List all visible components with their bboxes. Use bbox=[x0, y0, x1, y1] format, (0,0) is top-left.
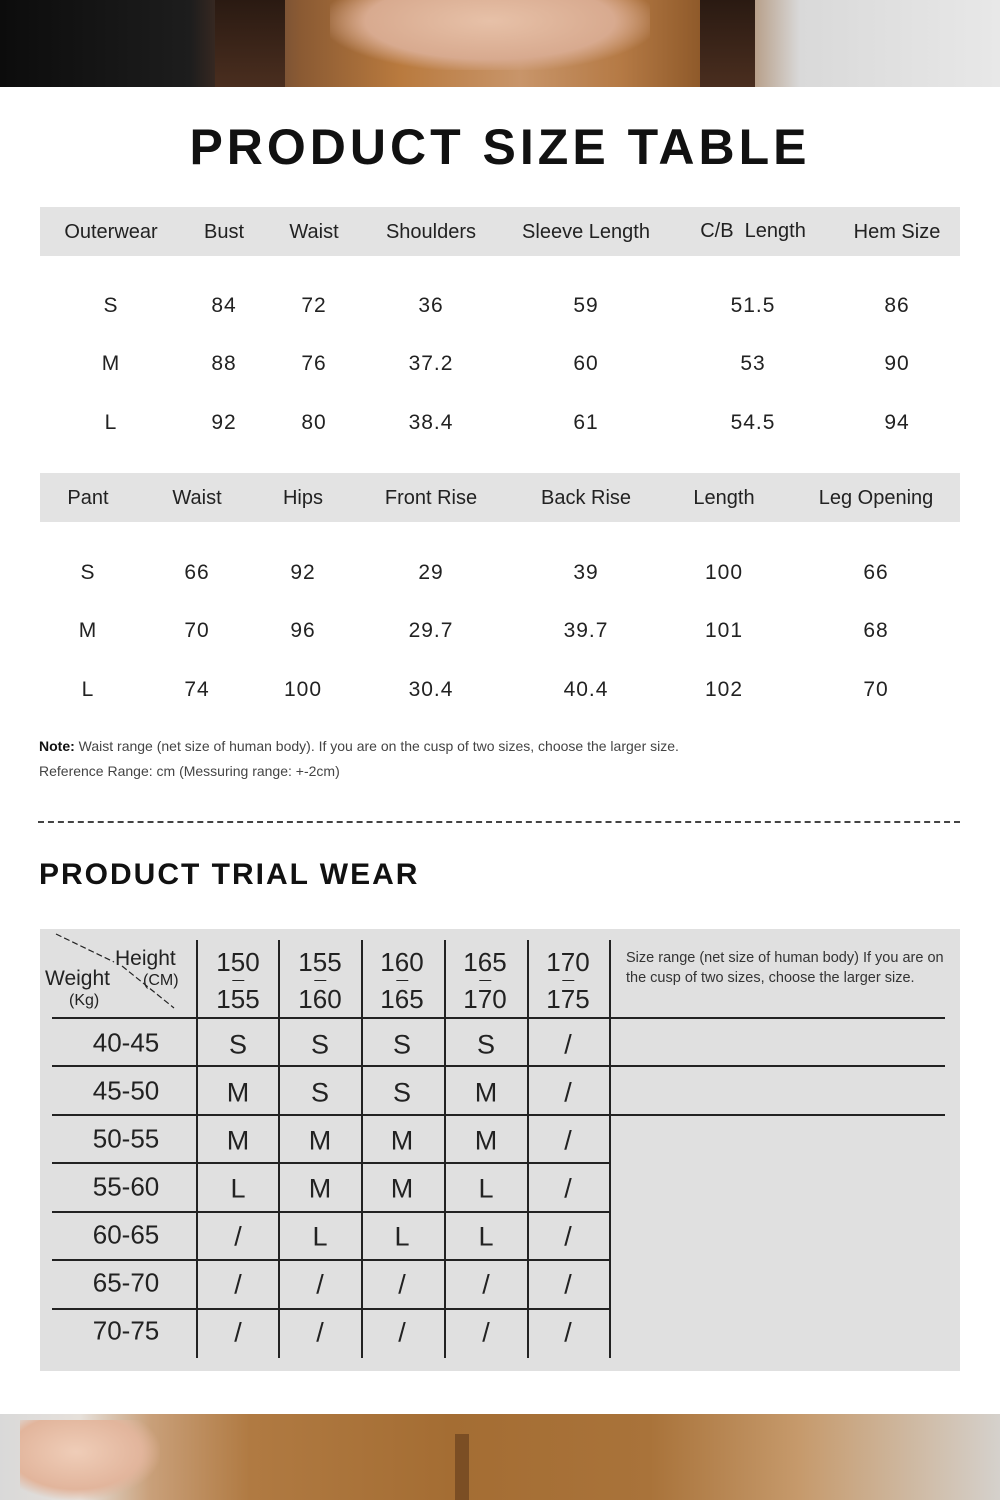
pant-cell: 66 bbox=[184, 561, 210, 584]
size-cell: S bbox=[228, 1029, 248, 1060]
outerwear-cell: 38.4 bbox=[408, 411, 454, 434]
pant-header-leg-opening: Leg Opening bbox=[818, 487, 934, 509]
size-cell: / bbox=[564, 1077, 572, 1108]
corner-cm-label: (CM) bbox=[143, 972, 179, 989]
note-line-2: Reference Range: cm (Messuring range: +-2cm) bbox=[39, 763, 340, 779]
size-cell: L bbox=[312, 1221, 328, 1252]
pant-header-label: Pant bbox=[67, 487, 109, 509]
size-cell: / bbox=[234, 1317, 242, 1348]
size-cell: S bbox=[392, 1077, 412, 1108]
model-chin bbox=[330, 0, 650, 70]
outerwear-cell: 54.5 bbox=[730, 411, 776, 434]
size-cell: M bbox=[390, 1125, 414, 1156]
model-hand bbox=[20, 1420, 160, 1500]
pant-cell: 68 bbox=[863, 619, 889, 642]
pant-cell: 70 bbox=[184, 619, 210, 642]
size-cell: / bbox=[564, 1029, 572, 1060]
pant-cell: 30.4 bbox=[408, 678, 454, 701]
size-cell: M bbox=[226, 1125, 250, 1156]
outerwear-cell: 76 bbox=[301, 352, 327, 375]
grid-hline bbox=[52, 1211, 610, 1213]
grid-vline bbox=[444, 940, 446, 1358]
weight-label: 40-45 bbox=[92, 1027, 160, 1058]
height-from: 150 bbox=[216, 947, 260, 977]
size-cell: M bbox=[474, 1077, 498, 1108]
height-range-165-170 bbox=[463, 944, 506, 1018]
height-to: 155 bbox=[216, 984, 260, 1014]
grid-vline bbox=[278, 940, 280, 1358]
outerwear-cell: 72 bbox=[301, 294, 327, 317]
size-cell: / bbox=[398, 1317, 406, 1348]
weight-label: 60-65 bbox=[92, 1219, 160, 1250]
outerwear-cell: 80 bbox=[301, 411, 327, 434]
size-cell: S bbox=[310, 1077, 330, 1108]
outerwear-cell: 90 bbox=[884, 352, 910, 375]
pant-cell: 102 bbox=[704, 678, 744, 701]
outerwear-cell: 61 bbox=[573, 411, 599, 434]
note-line-1 bbox=[39, 738, 679, 754]
size-cell: / bbox=[564, 1221, 572, 1252]
pant-header-hips: Hips bbox=[282, 487, 324, 509]
height-to: 175 bbox=[546, 984, 590, 1014]
size-cell: M bbox=[226, 1077, 250, 1108]
bottom-model-photo bbox=[0, 1414, 1000, 1500]
size-cell: M bbox=[390, 1173, 414, 1204]
size-cell: / bbox=[482, 1317, 490, 1348]
pant-cell: 101 bbox=[704, 619, 744, 642]
hair-right bbox=[700, 0, 755, 87]
height-range-170-175 bbox=[546, 944, 589, 1018]
pant-cell: 29 bbox=[418, 561, 444, 584]
outerwear-cell: 51.5 bbox=[730, 294, 776, 317]
size-cell: / bbox=[316, 1269, 324, 1300]
pant-cell: 70 bbox=[863, 678, 889, 701]
height-range-160-165 bbox=[380, 944, 423, 1018]
size-cell: S bbox=[392, 1029, 412, 1060]
pant-cell: 39.7 bbox=[563, 619, 609, 642]
pant-header-back-rise: Back Rise bbox=[540, 487, 632, 509]
outerwear-cell: 59 bbox=[573, 294, 599, 317]
height-to: 165 bbox=[380, 984, 424, 1014]
outerwear-header-bust: Bust bbox=[203, 221, 245, 243]
size-cell: / bbox=[234, 1269, 242, 1300]
outerwear-header-sleeve-length: Sleeve Length bbox=[522, 221, 650, 243]
size-cell: / bbox=[564, 1173, 572, 1204]
size-cell: M bbox=[308, 1125, 332, 1156]
grid-hline bbox=[52, 1114, 945, 1116]
pant-cell: 100 bbox=[704, 561, 744, 584]
height-to: 170 bbox=[463, 984, 507, 1014]
grid-vline bbox=[361, 940, 363, 1358]
size-cell: L bbox=[478, 1173, 494, 1204]
size-cell: L bbox=[394, 1221, 410, 1252]
weight-label: 65-70 bbox=[92, 1267, 160, 1298]
grid-hline bbox=[52, 1017, 945, 1019]
weight-label: 45-50 bbox=[92, 1075, 160, 1106]
outerwear-header-waist: Waist bbox=[289, 221, 339, 243]
outerwear-cell: 92 bbox=[211, 411, 237, 434]
grid-hline bbox=[52, 1308, 610, 1310]
outerwear-cell: 94 bbox=[884, 411, 910, 434]
outerwear-header-band bbox=[40, 207, 960, 256]
outerwear-header-cb-length: C/B Length bbox=[700, 220, 806, 242]
corner-weight-label: Weight bbox=[45, 967, 110, 990]
outerwear-cell: 53 bbox=[740, 352, 766, 375]
size-cell: M bbox=[474, 1125, 498, 1156]
weight-label: 70-75 bbox=[92, 1315, 160, 1346]
note-label: Note: bbox=[39, 738, 75, 754]
hair-left bbox=[215, 0, 285, 87]
pant-cell: 92 bbox=[290, 561, 316, 584]
grid-vline bbox=[527, 940, 529, 1358]
height-range-155-160 bbox=[298, 944, 341, 1018]
grid-vline bbox=[609, 940, 611, 1358]
height-from: 170 bbox=[546, 947, 590, 977]
jacket-zipper bbox=[455, 1434, 469, 1500]
section-divider bbox=[38, 821, 960, 823]
size-cell: L bbox=[230, 1173, 246, 1204]
outerwear-cell: 84 bbox=[211, 294, 237, 317]
pant-cell: 66 bbox=[863, 561, 889, 584]
outerwear-cell: 37.2 bbox=[408, 352, 454, 375]
grid-hline bbox=[52, 1259, 610, 1261]
outerwear-size-s: S bbox=[103, 294, 119, 317]
size-cell: / bbox=[564, 1317, 572, 1348]
outerwear-cell: 36 bbox=[418, 294, 444, 317]
size-cell: M bbox=[308, 1173, 332, 1204]
grid-hline bbox=[52, 1065, 945, 1067]
pant-cell: 40.4 bbox=[563, 678, 609, 701]
size-cell: / bbox=[564, 1269, 572, 1300]
pant-header-waist: Waist bbox=[172, 487, 222, 509]
height-from: 160 bbox=[380, 947, 424, 977]
outerwear-cell: 60 bbox=[573, 352, 599, 375]
height-range-150-155 bbox=[216, 944, 259, 1018]
size-cell: / bbox=[482, 1269, 490, 1300]
height-from: 165 bbox=[463, 947, 507, 977]
pant-header-length: Length bbox=[693, 487, 755, 509]
height-to: 160 bbox=[298, 984, 342, 1014]
size-cell: / bbox=[234, 1221, 242, 1252]
pant-size-m: M bbox=[78, 619, 98, 642]
size-cell: L bbox=[478, 1221, 494, 1252]
note-text: Waist range (net size of human body). If you are on the cusp of two sizes, choose the larger size. bbox=[74, 738, 679, 754]
outerwear-size-m: M bbox=[101, 352, 121, 375]
size-cell: / bbox=[316, 1317, 324, 1348]
size-cell: S bbox=[476, 1029, 496, 1060]
outerwear-cell: 88 bbox=[211, 352, 237, 375]
pant-cell: 39 bbox=[573, 561, 599, 584]
pant-header-front-rise: Front Rise bbox=[384, 487, 478, 509]
outerwear-header-hem-size: Hem Size bbox=[853, 221, 941, 243]
grid-hline bbox=[52, 1162, 610, 1164]
top-model-photo bbox=[0, 0, 1000, 87]
grid-vline bbox=[196, 940, 198, 1358]
outerwear-header-shoulders: Shoulders bbox=[385, 221, 477, 243]
size-cell: S bbox=[310, 1029, 330, 1060]
pant-cell: 100 bbox=[283, 678, 323, 701]
pant-cell: 29.7 bbox=[408, 619, 454, 642]
corner-height-label: Height bbox=[115, 947, 176, 970]
pant-cell: 74 bbox=[184, 678, 210, 701]
outerwear-cell: 86 bbox=[884, 294, 910, 317]
pant-size-l: L bbox=[81, 678, 95, 701]
trial-title: PRODUCT TRIAL WEAR bbox=[39, 858, 420, 891]
pant-size-s: S bbox=[80, 561, 96, 584]
size-cell: / bbox=[564, 1125, 572, 1156]
size-range-note: Size range (net size of human body) If you are on the cusp of two sizes, choose the larger size. bbox=[626, 950, 944, 986]
corner-kg-label: (Kg) bbox=[69, 992, 100, 1009]
pant-cell: 96 bbox=[290, 619, 316, 642]
weight-label: 55-60 bbox=[92, 1171, 160, 1202]
page-title: PRODUCT SIZE TABLE bbox=[189, 119, 811, 175]
weight-label: 50-55 bbox=[92, 1123, 160, 1154]
height-from: 155 bbox=[298, 947, 342, 977]
size-cell: / bbox=[398, 1269, 406, 1300]
outerwear-size-l: L bbox=[104, 411, 118, 434]
outerwear-header-label: Outerwear bbox=[64, 221, 158, 243]
